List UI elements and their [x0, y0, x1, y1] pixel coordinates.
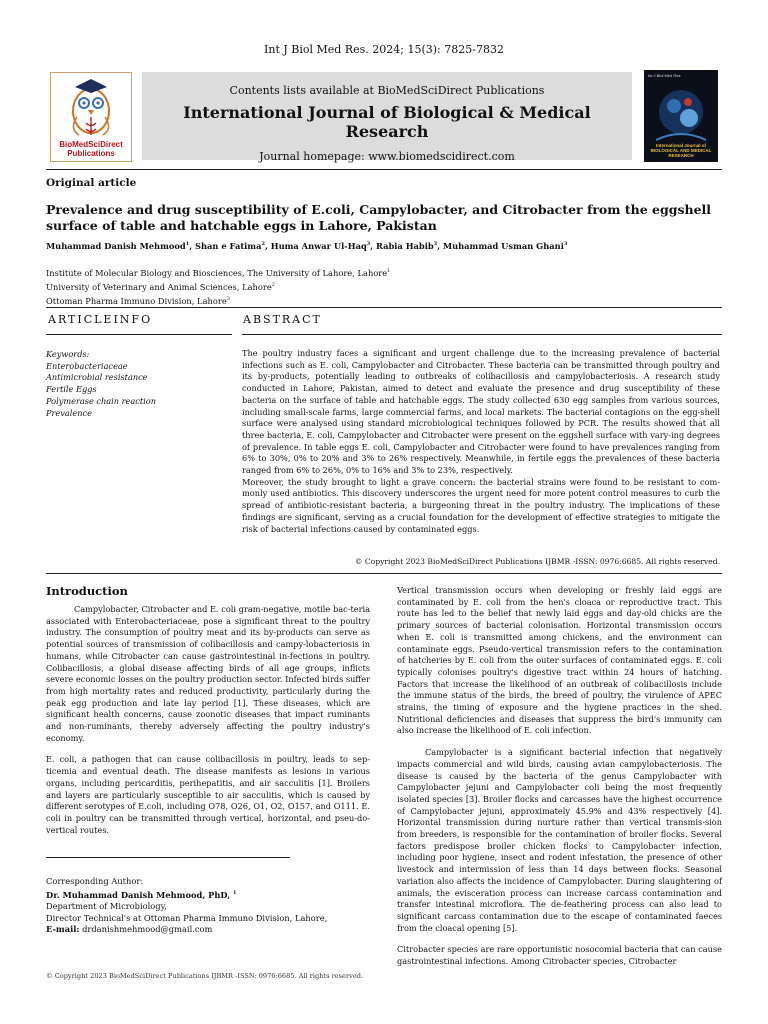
publisher-logo-line: Publications	[67, 149, 115, 158]
journal-homepage[interactable]: Journal homepage: www.biomedscidirect.com	[259, 150, 515, 163]
abstract-divider	[242, 334, 722, 335]
introduction-heading: Introduction	[46, 584, 128, 598]
author-sup: 3	[433, 241, 438, 248]
abstract-body	[242, 348, 720, 535]
email-label: E-mail:	[46, 924, 80, 935]
keyword-item: Antimicrobial resistance	[46, 372, 148, 383]
author-sup: 3	[563, 241, 568, 248]
keyword-item: Polymerase chain reaction	[46, 395, 156, 406]
publisher-logo-text	[51, 140, 131, 158]
article-info-heading: ARTICLEINFO	[48, 313, 153, 326]
author-name: Muhammad Danish Mehmood	[46, 241, 186, 251]
body-paragraph: Campylobacter is a significant bacterial infection that negatively impacts commercial and wild birds, causing avian campylobacteriosis. The disease is caused by the bacteria of the genus Campylobacter with Campylobacter jejuni and Campylobacter coli being the most frequently isolated species [3]. Broiler flocks and carcasses have the highest occurrence of Campylobacter jejuni, approximately 45.9% and 43% respectively [4]. Horizontal transmission during nurture rather than vertical transmis-sion from breeders, is responsible for the contamination of broiler flocks. Several factors predispose broiler chicken flocks to Campylobacter infection, including poor hygiene, insect and rodent infestation, the presence of other livestock and intermission of less than 14 days between flocks. Seasonal variation also affects the incidence of Campylobacter. During slaughtering of animals, the evisceration process can increase carcass contamination and transfer intestinal microflora. The de-feathering process can also lead to significant carcass contamination due to the escape of contaminated faeces from the cloacal opening [5].	[397, 747, 722, 933]
author-sup: 2	[261, 241, 265, 248]
journal-title: International Journal of Biological & Medical Research	[183, 103, 591, 141]
abstract-bottom-divider	[46, 573, 722, 574]
abstract-paragraph: Moreover, the study brought to light a grave concern: the bacterial strains were found to be resistant to com-monly used antibiotics. This discovery underscores the urgent need for more potent control measures to curb the spread of antibiotic-resistant bacteria, a burgeoning threat in the poultry industry. The implications of these findings are significant, serving as a crucial foundation for the development of effective strategies to mitigate the risk of bacterial infections caused by contaminated eggs.	[242, 476, 720, 534]
keywords-list	[46, 349, 156, 419]
page-footer-copyright: © Copyright 2023 BioMedSciDirect Publications IJBMR -ISSN: 0976:6685. All rights reserved.	[46, 972, 364, 980]
affiliation-text: Ottoman Pharma Immuno Division, Lahore	[46, 295, 227, 306]
corresponding-author-email-line	[46, 924, 370, 936]
corresponding-author-label: Corresponding Author:	[46, 876, 144, 886]
affiliation-list	[46, 265, 722, 306]
author-list: Muhammad Danish Mehmood$^1$, Shan e Fatima$^2$, Huma Anwar Ul-Haq$^3$, Rabia Habib$^3$, Muhammad Usman Ghani$^3$	[46, 241, 568, 251]
publisher-logo-line: BioMedSciDirect	[59, 140, 123, 149]
email-address[interactable]: drdanishmehmood@gmail.com	[79, 924, 213, 935]
body-paragraph: E. coli, a pathogen that can cause colibacillosis in poultry, leads to sep-ticemia and eventual death. The disease manifests as lesions in various organs, including pericarditis, perihepatitis, and air sacculitis [1]. Broilers and layers are particularly susceptible to air sacculitis, which is caused by different serotypes of E.coli, including O78, O26, O1, O2, O157, and O111. E. coli in poultry can be transmitted through vertical, horizontal, and pseu-do-vertical routes.	[46, 754, 370, 835]
keyword-item: Enterobacteriaceae	[46, 360, 128, 371]
article-info-divider	[46, 334, 232, 335]
affiliation-sup: 1	[387, 268, 391, 274]
publisher-logo	[50, 72, 132, 162]
journal-banner	[46, 70, 722, 162]
body-paragraph: Vertical transmission occurs when developing or freshly laid eggs are contaminated by E. coli from the hen's cloaca or reproductive tract. This route has led to the belief that newly laid eggs and day-old chicks are the primary sources of bacterial colonisation. Horizontal transmission occurs when E. coli is transmitted among chickens, and the environment can contaminate eggs. Pseudo-vertical transmission refers to the contamination of hatcheries by E. coli from the outer surfaces of contaminated eggs. E. coli typically colonises poultry's digestive tract within 24 hours of hatching. Factors that increase the likelihood of an outbreak of colibacillosis include the immune status of the birds, the breed of poultry, the virulence of APEC strains, the timing of exposure and the hygiene practices in the shed. Nutritional deficiencies and diseases that suppress the bird's immunity can also increase the likelihood of E. coli infection.	[397, 585, 722, 736]
affiliation-sup: 2	[271, 281, 275, 288]
keyword-item: Prevalence	[46, 407, 92, 418]
corresponding-author-name-line	[46, 888, 370, 901]
corresponding-author-sup: 1	[233, 889, 237, 896]
keywords-label: Keywords:	[46, 349, 90, 359]
author-name: Rabia Habib	[376, 241, 434, 251]
affiliation-item	[46, 279, 722, 293]
author-sup: 1	[185, 241, 190, 248]
author-name: Shan e Fatima	[195, 241, 262, 251]
journal-citation: Int J Biol Med Res. 2024; 15(3): 7825-7832	[264, 43, 504, 56]
affiliation-text: Institute of Molecular Biology and Biosciences, The University of Lahore, Lahore	[46, 267, 388, 278]
abstract-paragraph: The poultry industry faces a significant and urgent challenge due to the increasing prevalence of bacterial infections such as E. coli, Campylobacter and Citrobacter. These bacteria can be transmitted through poultry and its by-products, potentially leading to outbreaks of colibacillosis and campylobacteriosis. A research study conducted in Lahore, Pakistan, aimed to detect and evaluate the presence and drug susceptibility of these bacteria on the surface of table and hatchable eggs. The study collected 630 egg samples from various sources, including small-scale farms, large commercial farms, and local markets. The bacterial contagions on the egg-shell surface were analysed using standard microbiological techniques followed by PCR. The results showed that all three bacteria, E. coli, Campylobacter and Citrobacter were present on the eggshell surface with vary-ing degrees of prevalence. In table eggs E. coli, Campylobacter and Citrobacter were found to have prevalences ranging from 6% to 30%, 0% to 20% and 3% to 26% respectively. Meanwhile, in fertile eggs the prevalences of these bacteria ranged from 6% to 26%, 0% to 16% and 3% to 23%, respectively.	[242, 348, 720, 476]
article-title: Prevalence and drug susceptibility of E.coli, Campylobacter, and Citrobacter from the eggshell surface of table and hatchable eggs in Lahore, Pakistan	[46, 202, 712, 233]
corresponding-author-block	[46, 876, 370, 936]
introduction-right-column	[397, 585, 722, 968]
introduction-left-column	[46, 604, 370, 836]
journal-cover-image	[644, 70, 718, 162]
affiliation-text: University of Veterinary and Animal Sciences, Lahore	[46, 281, 272, 292]
abstract-copyright: © Copyright 2023 BioMedSciDirect Publications IJBMR -ISSN: 0976:6685. All rights reserved.	[354, 557, 720, 566]
journal-info-box	[142, 72, 632, 163]
contents-availability: Contents lists available at BioMedSciDirect Publications	[229, 84, 545, 97]
author-name: Muhammad Usman Ghani	[442, 241, 564, 251]
cover-title-text: International Journal of BIOLOGICAL AND MEDICAL RESEARCH	[650, 143, 712, 158]
corresponding-author-name: Dr. Muhammad Danish Mehmood, PhD,	[46, 889, 234, 900]
corresponding-author-role: Director Technical's at Ottoman Pharma Immuno Division, Lahore,	[46, 912, 328, 923]
affiliation-sup: 3	[226, 295, 230, 302]
cover-top-text: Int J Biol Med Res	[648, 73, 681, 78]
author-name: Huma Anwar Ul-Haq	[270, 241, 367, 251]
affiliation-item	[46, 293, 722, 307]
owl-logo-icon	[51, 73, 131, 139]
abstract-heading: ABSTRACT	[243, 313, 322, 326]
body-paragraph: Citrobacter species are rare opportunistic nosocomial bacteria that can cause gastrointestinal infections. Among Citrobacter species, Citrobacter	[397, 944, 722, 967]
affiliation-item	[46, 265, 722, 279]
correspondence-divider	[46, 857, 290, 858]
keyword-item: Fertile Eggs	[46, 384, 97, 395]
header-divider	[46, 169, 722, 170]
article-type: Original article	[46, 177, 137, 189]
corresponding-author-dept: Department of Microbiology,	[46, 900, 167, 911]
body-paragraph: Campylobacter, Citrobacter and E. coli gram-negative, motile bac-teria associated with Enterobacteriaceae, pose a significant threat to the poultry industry. The consumption of poultry meat and its by-products can serve as potential sources of transmission of colibacillosis and campy-lobacteriosis in humans, while Citrobacter can cause gastrointestinal in-fections in poultry. Colibacillosis, a global disease affecting birds of all age groups, inflicts severe economic losses on the poultry production sector. Infected birds suffer from high mortality rates and reduced productivity, particularly during the peak egg production and late lay period [1]. These diseases, which are significant health concerns, cause zoonotic diseases that impact ruminants and non-ruminants, thereby adversely affecting the poultry industry's economy.	[46, 604, 370, 743]
affiliation-divider	[46, 307, 722, 308]
author-sup: 3	[366, 241, 371, 248]
